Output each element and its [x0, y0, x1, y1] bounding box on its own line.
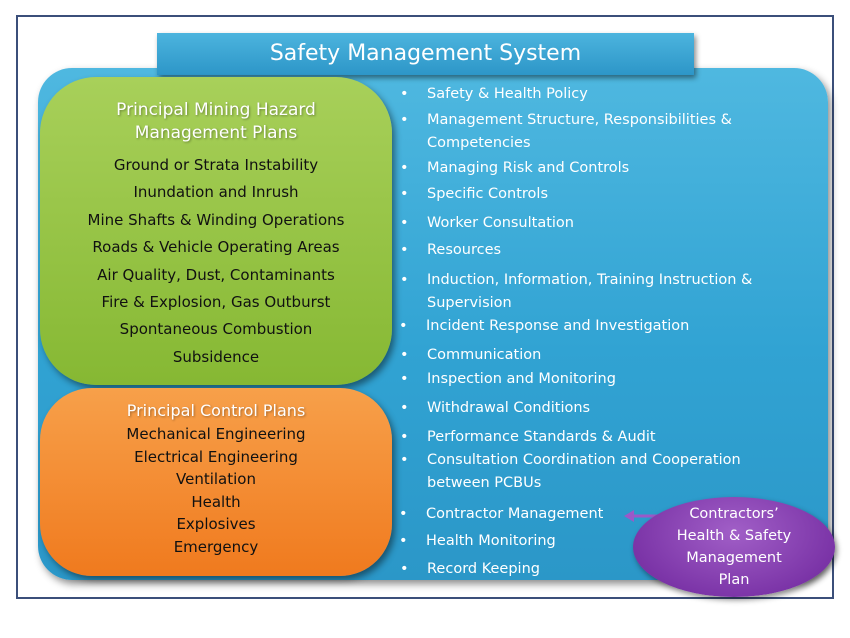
- hazard-item: Fire & Explosion, Gas Outburst: [101, 293, 331, 312]
- system-element-text: Consultation Coordination and Cooperation: [427, 452, 741, 468]
- bullet-icon: •: [400, 160, 409, 176]
- contractors-plan-ellipse: [633, 497, 835, 597]
- bullet-icon: •: [400, 242, 409, 258]
- principal-hazard-heading-line2: Management Plans: [134, 123, 298, 143]
- principal-hazard-heading: [40, 99, 392, 145]
- system-element-text: Record Keeping: [427, 561, 540, 577]
- control-item: Ventilation: [176, 470, 256, 488]
- hazard-item: Air Quality, Dust, Contaminants: [97, 265, 335, 284]
- bullet-icon: •: [399, 506, 408, 522]
- control-item: Electrical Engineering: [134, 447, 298, 466]
- system-element-text: Managing Risk and Controls: [427, 160, 630, 176]
- system-element-text: Competencies: [427, 135, 531, 151]
- hazard-item: Inundation and Inrush: [133, 183, 299, 202]
- hazard-item: Roads & Vehicle Operating Areas: [92, 238, 340, 257]
- diagram-title: Safety Management System: [157, 33, 694, 75]
- system-element-text: Performance Standards & Audit: [427, 429, 656, 445]
- contractors-plan-line: Contractors’: [689, 506, 779, 522]
- system-element-text: Supervision: [427, 295, 512, 311]
- hazard-item: Spontaneous Combustion: [119, 320, 313, 339]
- system-element-text: Incident Response and Investigation: [426, 318, 690, 334]
- system-element-text: Resources: [427, 242, 502, 258]
- bullet-icon: •: [400, 86, 409, 102]
- principal-hazard-list: [40, 152, 392, 371]
- bullet-icon: •: [400, 400, 409, 416]
- bullet-icon: •: [400, 452, 409, 468]
- control-item: Health: [191, 492, 241, 511]
- bullet-icon: •: [400, 272, 409, 288]
- control-item: Mechanical Engineering: [126, 425, 306, 443]
- system-element-text: Inspection and Monitoring: [427, 371, 616, 387]
- system-element-text: between PCBUs: [427, 475, 542, 491]
- hazard-item: Subsidence: [172, 347, 260, 366]
- system-element-text: Safety & Health Policy: [427, 86, 588, 102]
- principal-control-list: [40, 423, 392, 558]
- system-element-text: Health Monitoring: [426, 533, 556, 549]
- bullet-icon: •: [400, 371, 409, 387]
- principal-hazard-box: [40, 77, 392, 385]
- bullet-icon: •: [400, 186, 409, 202]
- principal-control-heading: Principal Control Plans: [126, 401, 306, 420]
- system-element-text: Worker Consultation: [427, 215, 574, 231]
- hazard-item: Ground or Strata Instability: [113, 156, 319, 174]
- bullet-icon: •: [399, 533, 408, 549]
- bullet-icon: •: [400, 112, 409, 128]
- control-item: Emergency: [173, 537, 259, 556]
- system-element-text: Management Structure, Responsibilities &: [427, 112, 732, 128]
- bullet-icon: •: [400, 215, 409, 231]
- bullet-icon: •: [400, 429, 409, 445]
- contractors-plan-line: Plan: [718, 572, 750, 588]
- principal-control-box: [40, 388, 392, 576]
- bullet-icon: •: [400, 561, 409, 577]
- hazard-item: Mine Shafts & Winding Operations: [87, 210, 345, 229]
- system-element-text: Contractor Management: [426, 506, 604, 522]
- system-element-text: Induction, Information, Training Instruction &: [427, 272, 753, 288]
- contractors-plan-line: Management: [686, 550, 782, 566]
- contractors-plan-line: Health & Safety: [676, 528, 792, 544]
- principal-hazard-heading-line1: Principal Mining Hazard: [116, 100, 316, 120]
- bullet-icon: •: [399, 318, 408, 334]
- system-element-text: Specific Controls: [427, 186, 549, 202]
- system-element-text: Communication: [427, 347, 542, 363]
- system-element-text: Withdrawal Conditions: [427, 400, 591, 416]
- control-item: Explosives: [176, 515, 256, 533]
- bullet-icon: •: [400, 347, 409, 363]
